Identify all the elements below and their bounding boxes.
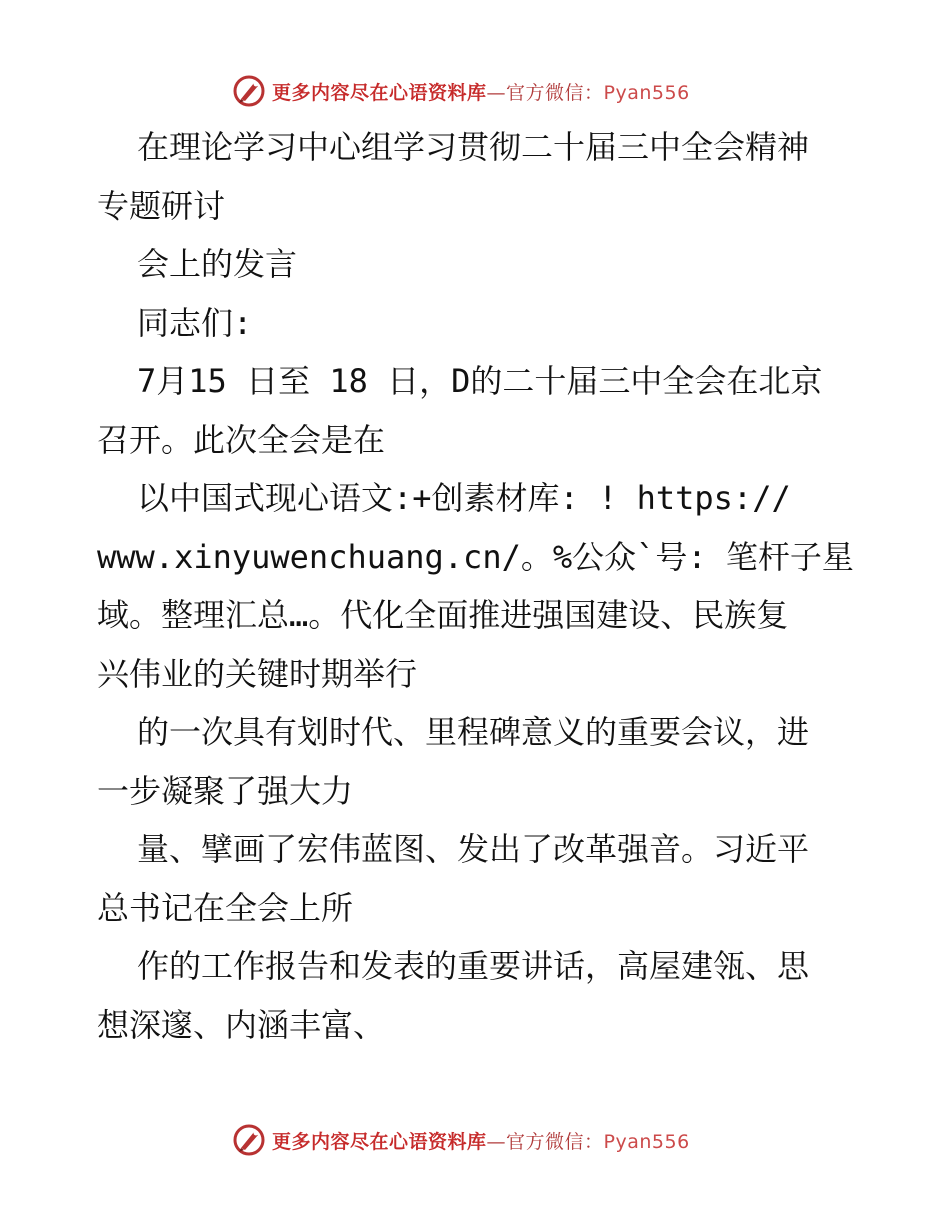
paragraph-line: www.xinyuwenchuang.cn/。%公众`号: 笔杆子星 bbox=[97, 537, 854, 576]
title-line-2: 专题研讨 bbox=[97, 186, 226, 225]
paragraph-line: 总书记在全会上所 bbox=[97, 888, 354, 927]
header-separator: — bbox=[486, 81, 507, 104]
footer-wechat-label: 官方微信： bbox=[506, 1130, 604, 1153]
paragraph-line: 作的工作报告和发表的重要讲话，高屋建瓴、思 bbox=[137, 947, 810, 985]
header-brand: 更多内容尽在心语资料库 bbox=[272, 81, 487, 104]
header-watermark bbox=[232, 74, 690, 108]
document-body bbox=[97, 118, 857, 1054]
paragraph-line: 兴伟业的关键时期举行 bbox=[97, 654, 418, 693]
header-account: Pyan556 bbox=[603, 81, 690, 104]
pen-logo-icon bbox=[232, 74, 266, 108]
paragraph-line: 域。整理汇总…。代化全面推进强国建设、民族复 bbox=[97, 596, 789, 634]
header-wechat-label: 官方微信： bbox=[506, 81, 604, 104]
pen-logo-icon bbox=[232, 1123, 266, 1157]
paragraph-line: 量、擘画了宏伟蓝图、发出了改革强音。习近平 bbox=[137, 830, 810, 868]
footer-account: Pyan556 bbox=[603, 1130, 690, 1153]
paragraph-line: 召开。此次全会是在 bbox=[97, 420, 386, 459]
salutation: 同志们: bbox=[137, 303, 253, 342]
paragraph-line: 7月15 日至 18 日，D的二十届三中全会在北京 bbox=[137, 362, 823, 400]
title-line-1: 在理论学习中心组学习贯彻二十届三中全会精神 bbox=[137, 128, 810, 166]
footer-brand: 更多内容尽在心语资料库 bbox=[272, 1130, 487, 1153]
paragraph-line: 的一次具有划时代、里程碑意义的重要会议，进 bbox=[137, 713, 810, 751]
paragraph-line: 一步凝聚了强大力 bbox=[97, 771, 354, 810]
footer-watermark bbox=[232, 1123, 690, 1157]
footer-separator: — bbox=[486, 1130, 507, 1153]
paragraph-line: 想深邃、内涵丰富、 bbox=[97, 1005, 386, 1044]
paragraph-line: 以中国式现心语文:+创素材库: ! https:// bbox=[137, 479, 791, 517]
title-line-3: 会上的发言 bbox=[137, 245, 298, 283]
